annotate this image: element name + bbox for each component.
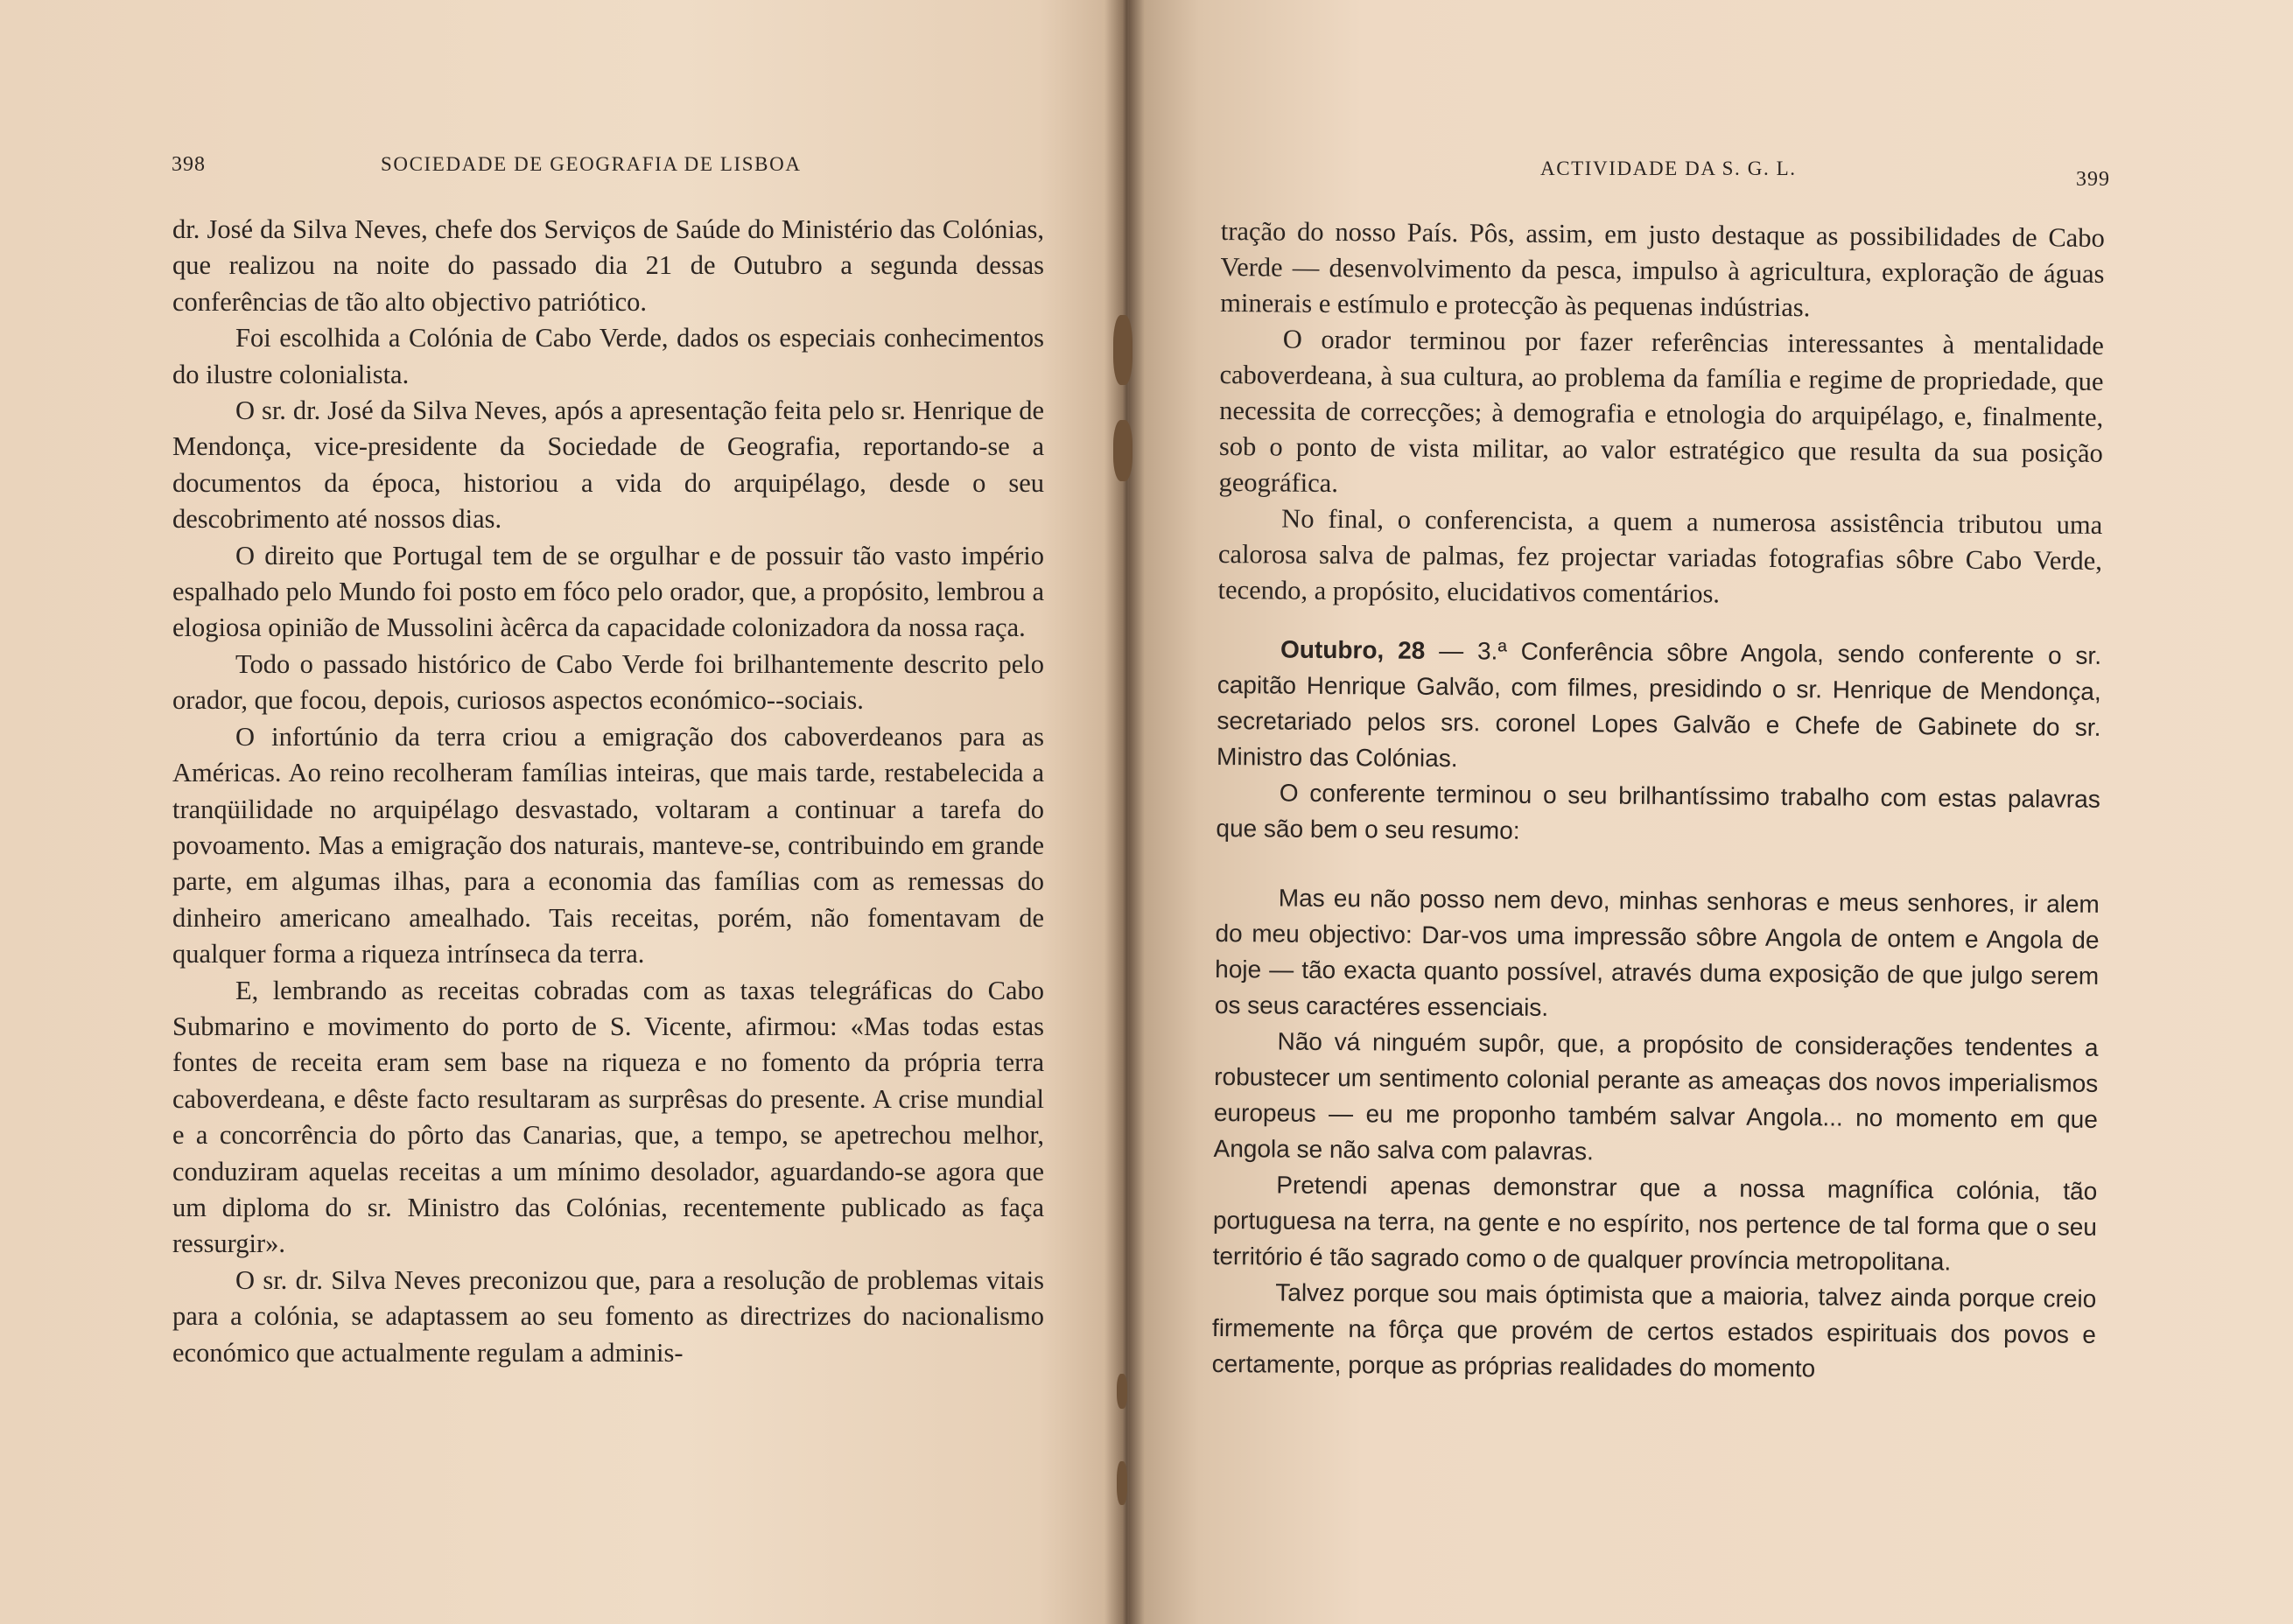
paragraph: O conferente terminou o seu brilhantíssimo trabalho com estas palavras que são bem o seu resumo: — [1216, 779, 2100, 844]
left-body-text — [172, 212, 1044, 1371]
paragraph: Foi escolhida a Colónia de Cabo Verde, dados os especiais conhecimentos do ilustre colonialista. — [172, 323, 1044, 389]
paragraph: O direito que Portugal tem de se orgulhar e de possuir tão vasto império espalhado pelo Mundo foi posto em fóco pelo orador, que, a propósito, lembrou a elogiosa opinião de Mussolini àcêrca da capacidade colonizadora da nossa raça. — [172, 540, 1044, 643]
paragraph: O sr. dr. Silva Neves preconizou que, para a resolução de problemas vitais para a colónia, se adaptassem ao seu fomento as directrizes do nacionalismo económico que actualmente regulam a adminis- — [172, 1264, 1044, 1368]
right-page-number: 399 — [2076, 168, 2110, 191]
quote-paragraph: Não vá ninguém supôr, que, a propósito de considerações tendentes a robustecer um sentimento colonial perante as ameaças dos novos imperialismos europeus — eu me proponho também salvar Angola... no momento em que Angola se não salva com palavras. — [1213, 1027, 2099, 1166]
quote-paragraph: Mas eu não posso nem devo, minhas senhoras e meus senhores, ir alem do meu objectivo: Dar-vos uma impressão sôbre Angola de ontem e Angola de hoje — tão exacta quanto possível, através duma exposição de que julgo serem os seus caractéres essenciais. — [1214, 884, 2100, 1021]
entry-text: — 3.ª Conferência sôbre Angola, sendo conferente o sr. capitão Henrique Galvão, com filmes, presidindo o sr. Henrique de Mendonça, secretariado pelos srs. coronel Lopes Galvão e Chefe de Gabinete do sr. Ministro das Colónias. — [1217, 636, 2102, 773]
paragraph: O sr. dr. José da Silva Neves, após a apresentação feita pelo sr. Henrique de Mendonça, vice-presidente da Sociedade de Geografia, reportando-se a documentos da época, historiou a vida do arquipélago, desde o seu descobrimento até nossos dias. — [172, 396, 1044, 535]
binding-stitch — [1117, 1374, 1127, 1409]
paragraph: E, lembrando as receitas cobradas com as taxas telegráficas do Cabo Submarino e movimento do porto de S. Vicente, afirmou: «Mas todas estas fontes de receita eram sem base na riqueza e no fomento da própria terra caboverdeana, e dêste facto resultaram as surprêsas do presente. A crise mundial e a concorrência do pôrto das Canarias, que, a tempo, se apetrechou melhor, conduziram aquelas receitas a um mínimo desolador, aguardando-se agora que um diploma do sr. Ministro das Colónias, recentemente publicado as faça ressurgir». — [172, 975, 1044, 1259]
left-page-number: 398 — [172, 153, 206, 176]
paragraph: tração do nosso País. Pôs, assim, em justo destaque as possibilidades de Cabo Verde — desenvolvimento da pesca, impulso à agricultura, exploração de águas minerais e estímulo e protecção às pequenas indústrias. — [1220, 215, 2105, 323]
dated-entry — [1217, 631, 2101, 781]
quote-paragraph: Pretendi apenas demonstrar que a nossa magnífica colónia, tão portuguesa na terra, na gente e no espírito, nos pertence de tal forma que o seu território é tão sagrado como o de qualquer província metropolitana. — [1212, 1171, 2098, 1276]
binding-stitch — [1113, 420, 1132, 481]
binding-stitch — [1113, 315, 1132, 385]
left-page — [0, 0, 1129, 1624]
binding-stitch — [1117, 1461, 1127, 1505]
paragraph: No final, o conferencista, a quem a numerosa assistência tributou uma calorosa salva de palmas, fez projectar variadas fotografias sôbre Cabo Verde, tecendo, a propósito, elucidativos comentários. — [1217, 503, 2103, 609]
paragraph: Todo o passado histórico de Cabo Verde foi brilhantemente descrito pelo orador, que focou, depois, curiosos aspectos económico--sociais. — [172, 648, 1044, 716]
paragraph: O orador terminou por fazer referências interessantes à mentalidade caboverdeana, à sua cultura, ao problema da família e regime de propriedade, que necessita de correcções; à demografia e etnologia do arquipélago, e, finalmente, sob o ponto de vista militar, ao valor estratégico que resulta da sua posição geográfica. — [1218, 324, 2104, 499]
paragraph: O infortúnio da terra criou a emigração dos caboverdeanos para as Américas. Ao reino recolheram famílias inteiras, que mais tarde, restabelecida a tranqüilidade no arquipélago desvastado, voltaram a continuar a tarefa do povoamento. Mas a emigração dos naturais, manteve-se, contribuindo em grande parte, em algumas ilhas, para a economia das famílias com as remessas do dinheiro americano amealhado. Tais receitas, porém, não fomentavam de qualquer forma a riqueza intrínseca da terra. — [172, 721, 1044, 970]
paragraph: dr. José da Silva Neves, chefe dos Serviços de Saúde do Ministério das Colónias, que realizou na noite do passado dia 21 de Outubro a segunda dessas conferências de tão alto objectivo patriótico. — [172, 214, 1044, 317]
entry-date: Outubro, 28 — [1280, 635, 1426, 664]
quote-paragraph: Talvez porque sou mais óptimista que a maioria, talvez ainda porque creio firmemente na fôrça que provém de certos estados espirituais dos povos e certamente, porque as próprias realidades do momento — [1211, 1278, 2097, 1382]
right-body-text — [1212, 214, 2105, 1389]
right-running-header: ACTIVIDADE DA S. G. L. — [1540, 158, 1797, 179]
left-running-header: SOCIEDADE DE GEOGRAFIA DE LISBOA — [381, 153, 802, 175]
